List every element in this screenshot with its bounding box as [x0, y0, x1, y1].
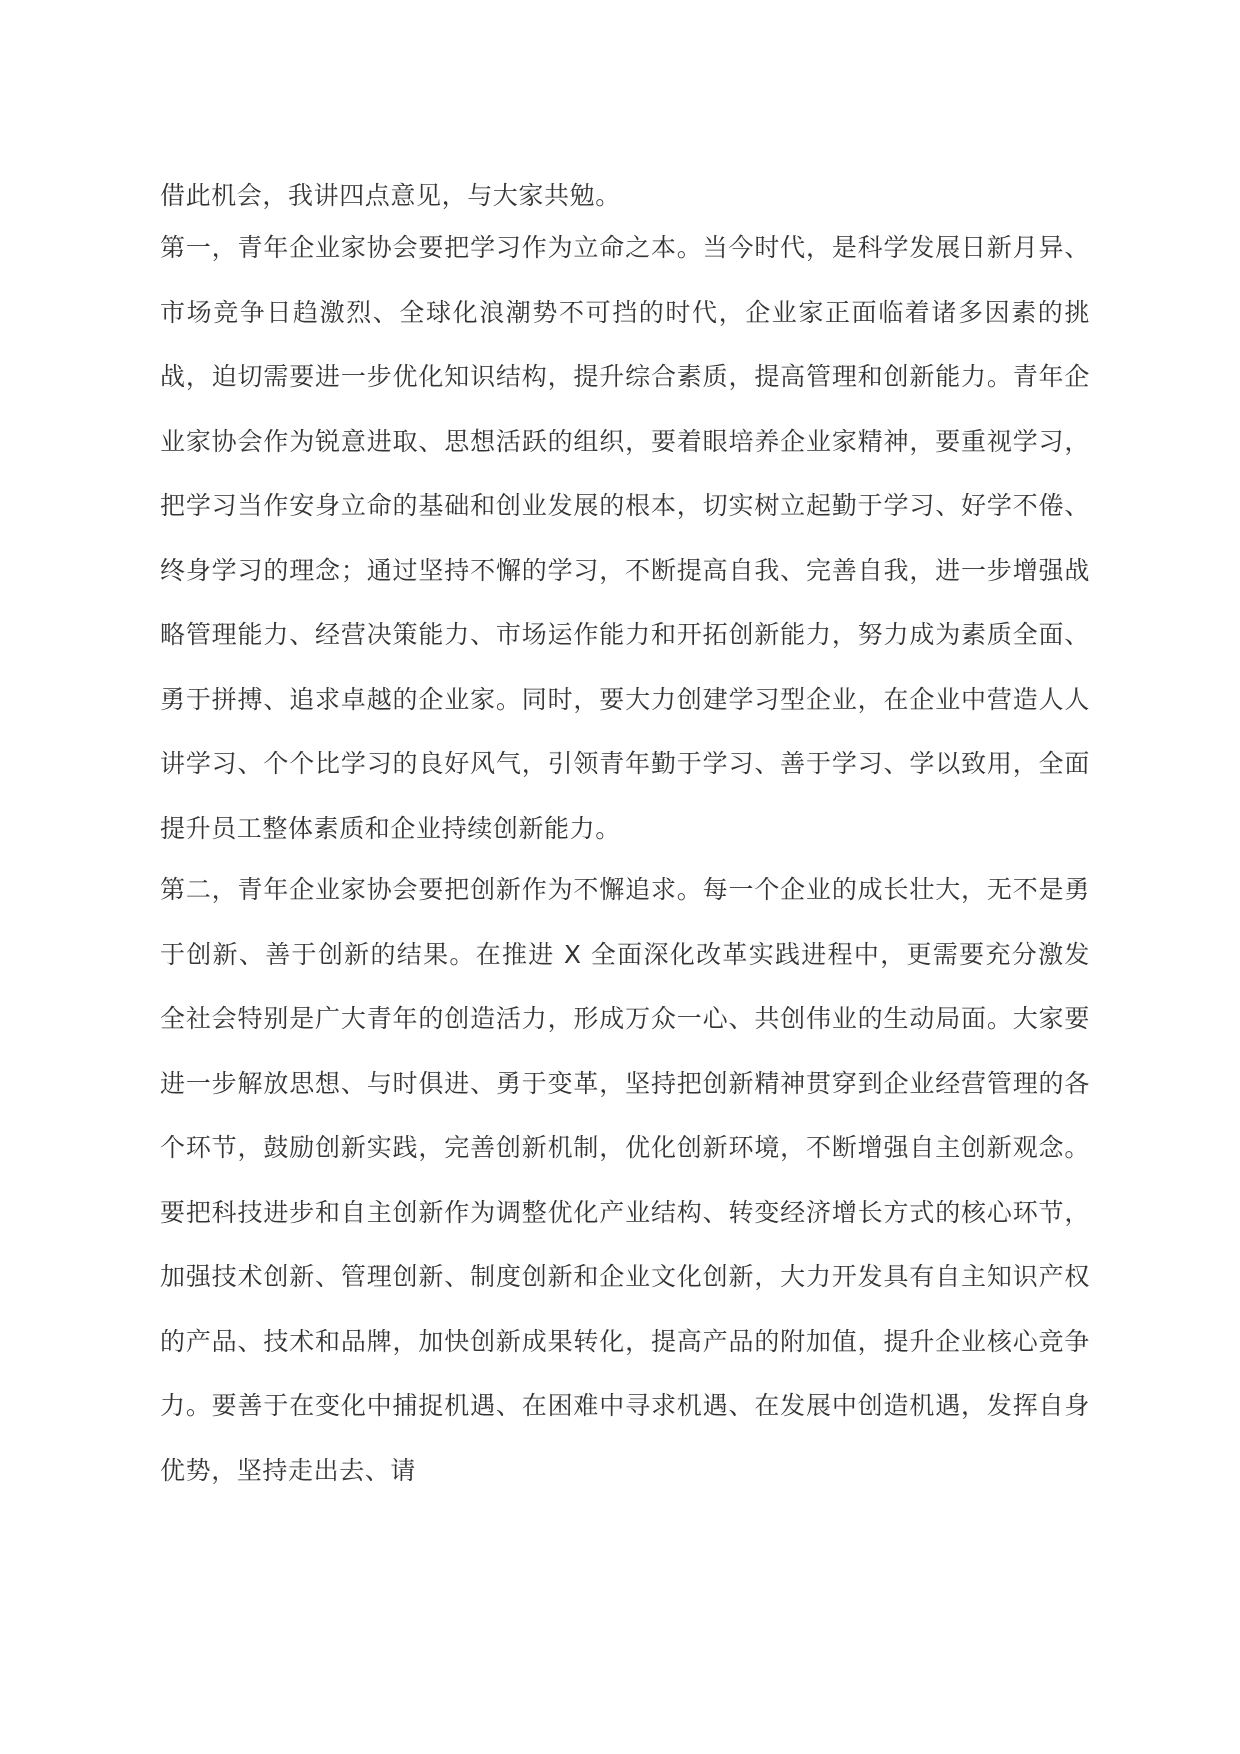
paragraph-second-point	[160, 858, 1090, 1503]
paragraph-text: 第一，青年企业家协会要把学习作为立命之本。当今时代，是科学发展日新月异、市场竞争日趋激烈、全球化浪潮势不可挡的时代，企业家正面临着诸多因素的挑战，迫切需要进一步优化知识结构，提升综合素质，提高管理和创新能力。青年企业家协会作为锐意进取、思想活跃的组织，要着眼培养企业家精神，要重视学习，把学习当作安身立命的基础和创业发展的根本，切实树立起勤于学习、好学不倦、终身学习的理念；通过坚持不懈的学习，不断提高自我、完善自我，进一步增强战略管理能力、经营决策能力、市场运作能力和开拓创新能力，努力成为素质全面、勇于拼搏、追求卓越的企业家。同时，要大力创建学习型企业，在企业中营造人人讲学习、个个比学习的良好风气，引领青年勤于学习、善于学习、学以致用，全面提升员工整体素质和企业持续创新能力。	[160, 233, 1090, 843]
paragraph-text: 借此机会，我讲四点意见，与大家共勉。	[160, 181, 621, 210]
paragraph-first-point	[160, 216, 1090, 861]
paragraph-text: 第二，青年企业家协会要把创新作为不懈追求。每一个企业的成长壮大，无不是勇于创新、善于创新的结果。在推进 X 全面深化改革实践进程中，更需要充分激发全社会特别是广大青年的创造活力，形成万众一心、共创伟业的生动局面。大家要进一步解放思想、与时俱进、勇于变革，坚持把创新精神贯穿到企业经营管理的各个环节，鼓励创新实践，完善创新机制，优化创新环境，不断增强自主创新观念。要把科技进步和自主创新作为调整优化产业结构、转变经济增长方式的核心环节，加强技术创新、管理创新、制度创新和企业文化创新，大力开发具有自主知识产权的产品、技术和品牌，加快创新成果转化，提高产品的附加值，提升企业核心竞争力。要善于在变化中捕捉机遇、在困难中寻求机遇、在发展中创造机遇，发挥自身优势，坚持走出去、请	[160, 875, 1090, 1485]
